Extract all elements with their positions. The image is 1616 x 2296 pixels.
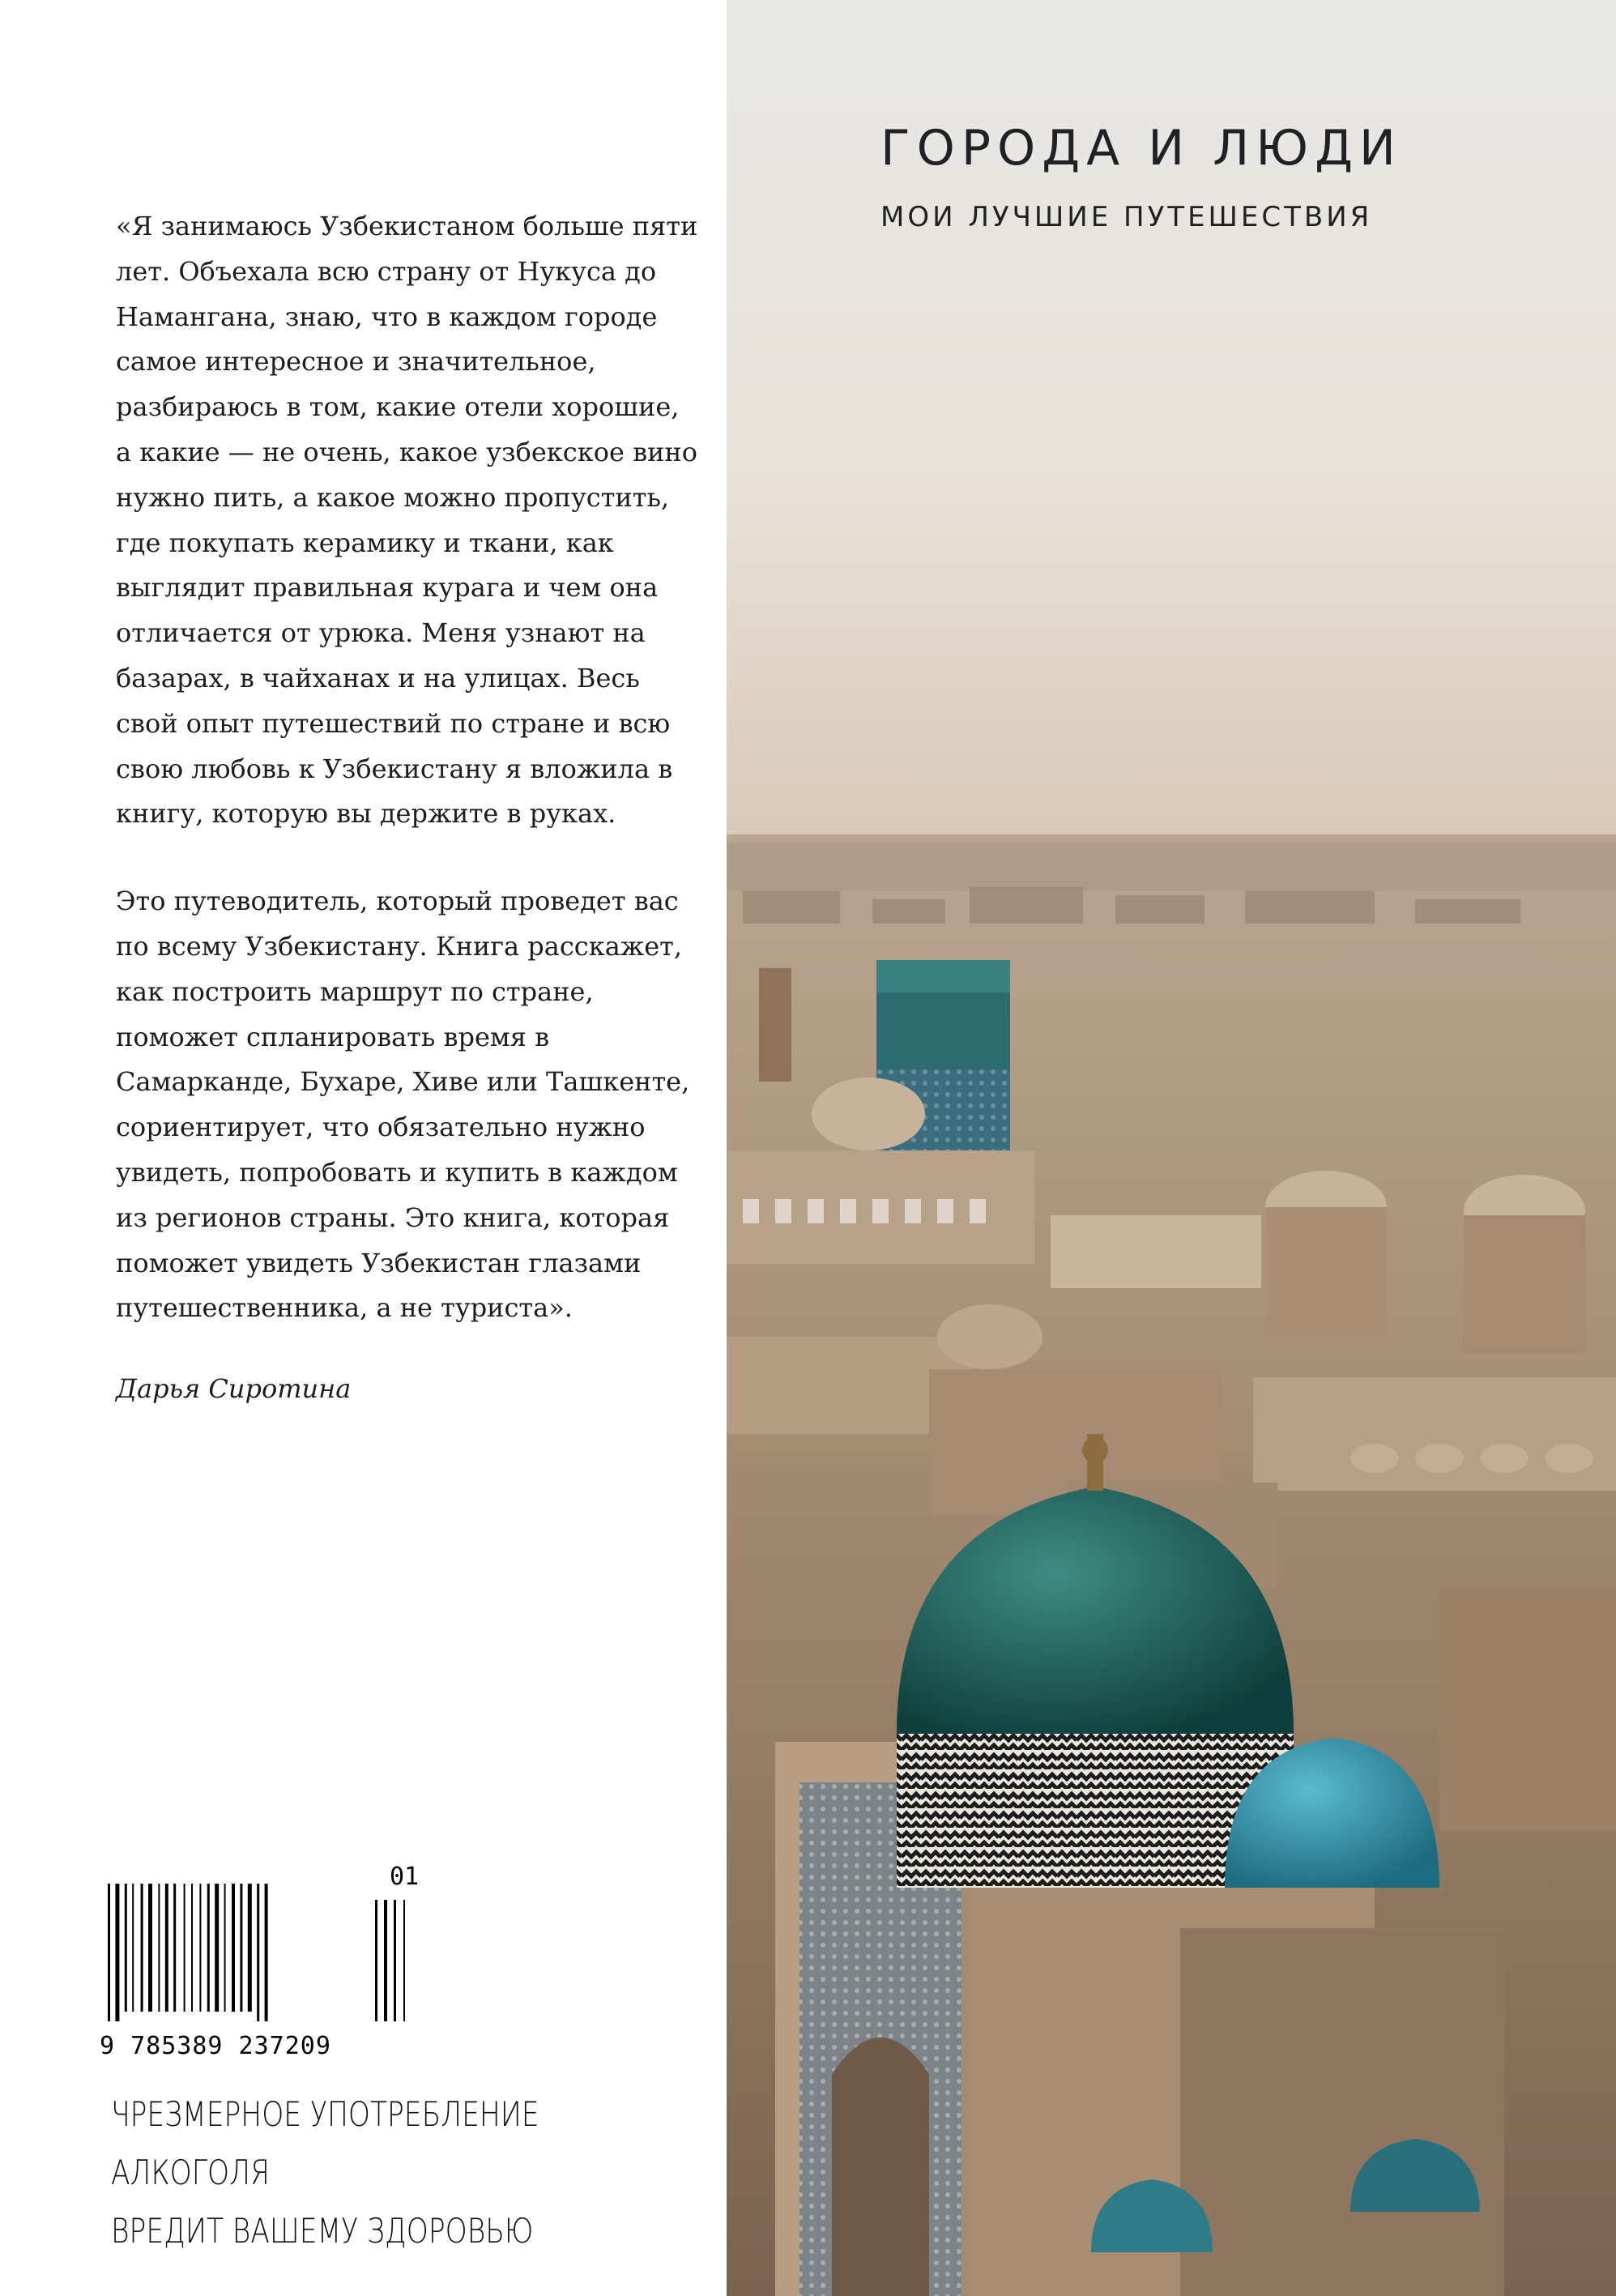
series-title: ГОРОДА И ЛЮДИ xyxy=(880,120,1402,177)
isbn-digits: 9 785389 237209 xyxy=(100,2032,331,2060)
cover-titles xyxy=(880,120,1593,233)
series-subtitle: МОИ ЛУЧШИЕ ПУТЕШЕСТВИЯ xyxy=(880,201,1373,233)
isbn-addon-digits: 01 xyxy=(390,1863,420,1891)
cover-photo-khiva xyxy=(727,0,1616,2296)
blurb-paragraph-2: Это путеводитель, который проведет вас по всему Узбекистану. Книга расскажет, как построить маршрут по стране, поможет спланировать время в Самарканде, Бухаре, Хиве или Ташкенте, сориентирует, что обязательно нужно увидеть, попробовать и купить в каждом из регионов страны. Это книга, которая поможет увидеть Узбекистан глазами путешественника, а не туриста». xyxy=(116,886,690,1324)
warning-line-1: ЧРЕЗМЕРНОЕ УПОТРЕБЛЕНИЕ АЛКОГОЛЯ xyxy=(111,2094,539,2192)
blurb-paragraph-1: «Я занимаюсь Узбекистаном больше пяти лет. Объехала всю страну от Нукуса до Намангана, знаю, что в каждом городе самое интересное и значительное, разбираюсь в том, какие отели хорошие, а какие — не очень, какое узбекское вино нужно пить, а какое можно пропустить, где покупать керамику и ткани, как выглядит правильная курага и чем она отличается от урюка. Меня узнают на базарах, в чайханах и на улицах. Весь свой опыт путешествий по стране и всю свою любовь к Узбекистану я вложила в книгу, которую вы держите в руках. xyxy=(116,211,698,830)
book-blurb xyxy=(116,204,699,1404)
alcohol-warning xyxy=(111,2085,603,2260)
isbn-barcode xyxy=(100,1863,440,2060)
barcode-bars xyxy=(100,1867,440,2029)
back-cover-text-column xyxy=(0,0,727,2296)
author-signature: Дарья Сиротина xyxy=(116,1373,352,1405)
warning-line-2: ВРЕДИТ ВАШЕМУ ЗДОРОВЬЮ xyxy=(111,2211,534,2251)
